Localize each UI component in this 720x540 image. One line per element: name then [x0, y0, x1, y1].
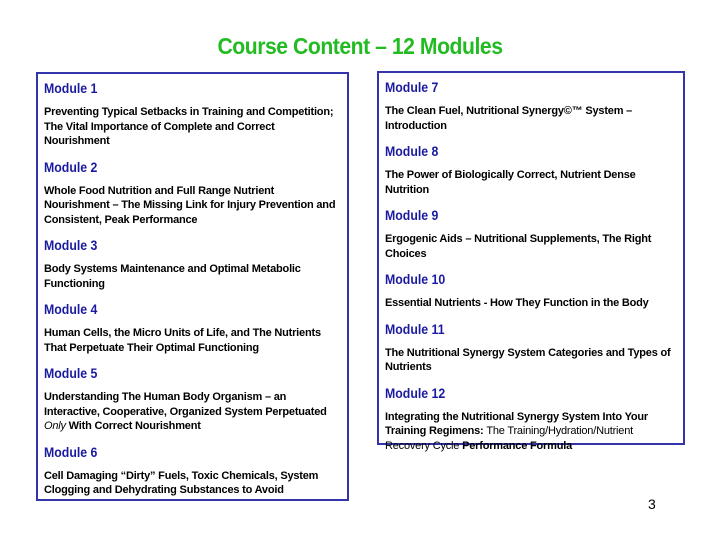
modules-left-box — [36, 72, 349, 501]
module-description: The Nutritional Synergy System Categories and Types of Nutrients — [385, 346, 671, 373]
module-heading: Module 4 — [44, 301, 98, 317]
module-description: Cell Damaging “Dirty” Fuels, Toxic Chemicals, System Clogging and Dehydrating Substances to Avoid — [44, 469, 319, 496]
module-heading: Module 10 — [385, 271, 446, 287]
module-description — [44, 390, 341, 434]
module-description: Ergogenic Aids – Nutritional Supplements, The Right Choices — [385, 233, 652, 260]
module-description: Essential Nutrients - How They Function in the Body — [385, 297, 649, 309]
module-description: Whole Food Nutrition and Full Range Nutrient Nourishment – The Missing Link for Injury Prevention and Consistent, Peak Performance — [44, 184, 336, 226]
module-description-part: With Correct Nourishment — [65, 420, 201, 432]
module-description: Human Cells, the Micro Units of Life, and The Nutrients That Perpetuate Their Optimal Functioning — [44, 327, 321, 354]
module-heading: Module 12 — [385, 384, 446, 401]
module-9 — [385, 207, 677, 261]
module-heading: Module 7 — [385, 79, 439, 95]
module-heading: Module 5 — [44, 365, 98, 381]
module-heading: Module 1 — [44, 80, 98, 96]
module-10 — [385, 271, 677, 311]
module-8 — [385, 143, 677, 197]
module-heading: Module 9 — [385, 207, 439, 223]
modules-right-box — [377, 71, 685, 452]
module-5 — [44, 365, 341, 434]
page-number: 3 — [648, 496, 656, 512]
module-heading: Module 6 — [44, 443, 98, 460]
module-description: The Clean Fuel, Nutritional Synergy©™ System – Introduction — [385, 105, 633, 132]
module-description: Body Systems Maintenance and Optimal Metabolic Functioning — [44, 263, 301, 290]
module-description-part: Performance Formula — [459, 439, 572, 452]
module-description-part: Integrating the Nutritional Synergy System Into Your Training Regimens: — [385, 410, 649, 437]
module-description-emphasis: Only — [44, 420, 66, 432]
module-11 — [385, 321, 677, 375]
module-description — [385, 410, 677, 454]
module-heading: Module 8 — [385, 143, 439, 159]
module-3 — [44, 237, 341, 291]
module-description: The Power of Biologically Correct, Nutrient Dense Nutrition — [385, 169, 636, 196]
module-4 — [44, 301, 341, 355]
module-description-part: Understanding The Human Body Organism – an Interactive, Cooperative, Organized System Perpetuated — [44, 391, 327, 418]
module-6 — [44, 444, 341, 498]
module-heading: Module 11 — [385, 320, 445, 337]
module-12 — [385, 385, 677, 454]
page-title: Course Content – 12 Modules — [217, 33, 503, 59]
module-1 — [44, 80, 341, 149]
module-7 — [385, 79, 677, 133]
module-2 — [44, 159, 341, 228]
module-description: Preventing Typical Setbacks in Training and Competition; The Vital Importance of Complete and Correct Nourishment — [44, 106, 334, 147]
module-description-regular: The Training/Hydration/Nutrient Recovery Cycle — [385, 425, 633, 452]
module-heading: Module 3 — [44, 237, 98, 253]
module-heading: Module 2 — [44, 158, 98, 175]
